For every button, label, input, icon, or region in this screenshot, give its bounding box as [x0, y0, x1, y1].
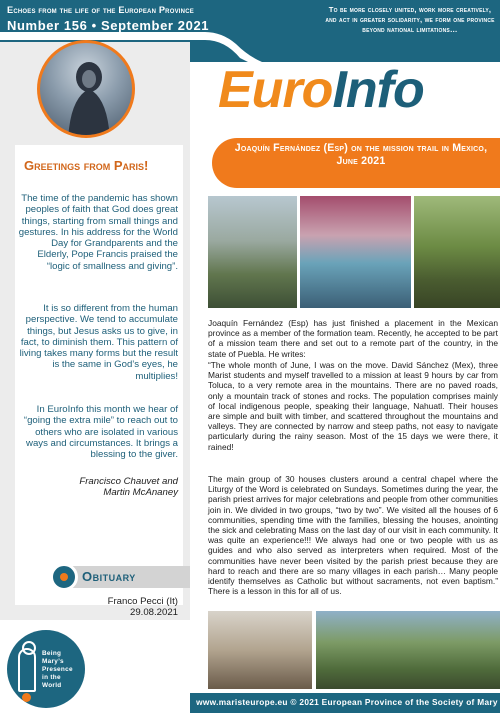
masthead-subtitle: Echoes from the life of the European Province — [7, 5, 194, 15]
article-title: Joaquín Fernández (Esp) on the mission trail in Mexico, June 2021 — [234, 142, 488, 167]
obituary-bullet-icon — [50, 563, 78, 591]
badge-text — [42, 650, 86, 690]
greeting-paragraph: It is so different from the human perspective. We tend to accumulate things, but Jesus asks us to give, in fact, to diminish them. This pattern of living takes many forms but the result is the same in God’s eyes, he multiplies! — [19, 303, 178, 382]
province-motto: To be more closely united, work more creatively, and act in greater solidarity, we form one province beyond national limitations… — [325, 5, 495, 34]
badge-line: Mary’s — [42, 658, 64, 665]
badge-line: Being — [42, 650, 62, 657]
greeting-title: Greetings from Paris! — [24, 158, 149, 173]
badge-line: Presence — [42, 666, 73, 673]
article-paragraph: Joaquín Fernández (Esp) has just finished a placement in the Mexican province as a member of the formation team. Recently, he accepted to be part of a mission team there and set out to a remote part of the country, in the state of Puebla. He writes: — [208, 318, 498, 359]
greeting-paragraph: In EuroInfo this month we hear of “going the extra mile” to reach out to others who are isolated in various ways and circumstances. It brings a blessing to the giver. — [23, 404, 178, 461]
signer-line: Martin McAnaney — [103, 487, 178, 499]
obituary-name: Franco Pecci (It) — [107, 596, 178, 607]
article-photo-mass — [208, 611, 312, 689]
article-photo-group — [300, 196, 411, 308]
footer-link[interactable]: www.maristeurope.eu © 2021 European Province of the Society of Mary — [196, 697, 498, 707]
logo-euro: Euro — [218, 61, 333, 119]
article-photo-family — [316, 611, 500, 689]
mary-figure-icon — [18, 648, 36, 692]
article-paragraph: “The whole month of June, I was on the move. David Sánchez (Mex), three Marist students and myself travelled to a mission at least 9 hours by car from Toluca, to a very remote area in the mountains. There are no paved roads, only a mountain track of stones and rocks. The population comprises mainly of local indigenous people, speaking their language, Nahuatl. Their houses are simple and built with timber, and scattered throughout the mountains and valleys. They are connected by narrow and steep paths, not easy to navigate particularly during the rainy season. Most of the 15 days we were there, it rained! — [208, 360, 498, 452]
obituary-date: 29.08.2021 — [129, 607, 178, 618]
obituary-entry — [60, 596, 178, 618]
badge-dot-icon — [22, 693, 31, 702]
article-paragraph: The main group of 30 houses clusters around a central chapel where the Liturgy of the Word is celebrated on Sundays. Sometimes during the year, the parish priest arrives for major celebrations and people from other communities join in. We divided in two groups, “two by two”. We visited all the houses of 6 communities, spending time with the families, blessing the houses, anointing the sick and celebrating Mass on the last day of our visit in each community. It was quite an experience!!! We always had one or two people with us as guides and who also served as interpreters when required. Most of the communities have never been visited by the parish priest because they are hard to reach and there are so many villages in each parish… Many people identify themselves as Catholic but without sacraments, not even baptism.” There is a lesson in this for all of us. — [208, 474, 498, 597]
article-photo-walk — [208, 196, 297, 308]
obituary-heading: Obituary — [82, 569, 136, 584]
issue-number: Number 156 • September 2021 — [7, 18, 210, 33]
greeting-paragraph: The time of the pandemic has shown peoples of faith that God does great things, starting from small things and gestures. In his address for the World Day for Grandparents and the Elderly, Pope Francis praised the “logic of smallness and giving”. — [18, 193, 178, 272]
greeting-signers — [18, 476, 178, 499]
signer-line: Francisco Chauvet and — [79, 476, 178, 487]
badge-line: World — [42, 682, 62, 689]
madonna-statue-photo — [37, 40, 135, 138]
article-photo-mountain-path — [414, 196, 500, 308]
euroinfo-logo — [218, 62, 498, 118]
logo-info: Info — [332, 61, 424, 119]
badge-line: in the — [42, 674, 61, 681]
